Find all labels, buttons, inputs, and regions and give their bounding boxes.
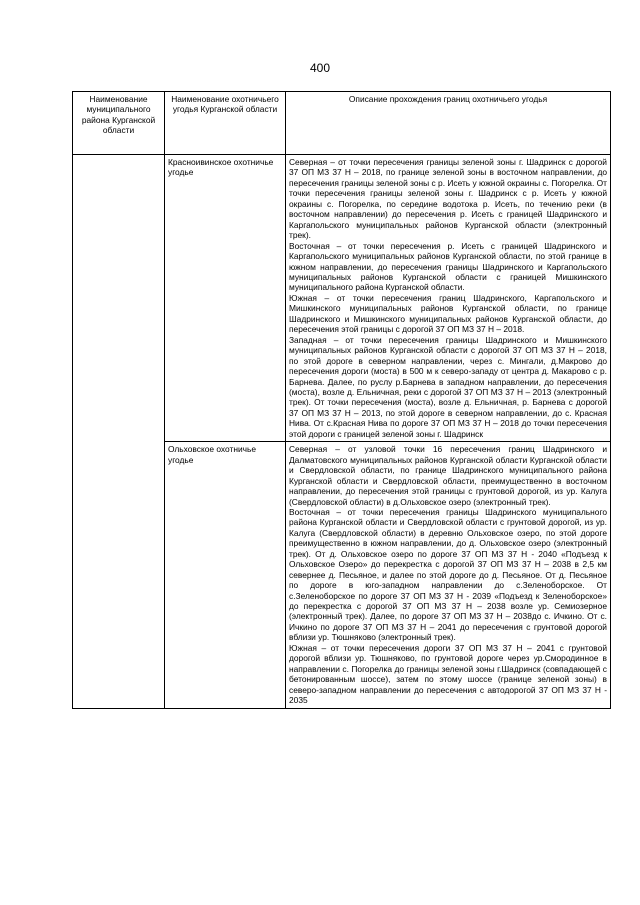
hunting-grounds-table [72, 91, 611, 709]
boundary-south: Южная – от точки пересечения границ Шадринского, Каргапольского и Мишкинского муниципальных районов Курганской области, по границе Шадринского и Мишкинского муниципальных районов Курганской области, до пересечения этой границы с дорогой 37 ОП МЗ 37 Н – 2018. [289, 292, 607, 335]
boundary-description [286, 442, 611, 708]
boundary-east: Восточная – от точки пересечения р. Исеть с границей Шадринского и Каргапольского муниципальных районов Курганской области, по этой границе в южном направлении, до пересечения границы Шадринского и Каргапольского муниципальных районов Курганской области с границей Мишкинского муниципального района Курганской области. [289, 240, 607, 293]
table-row [73, 155, 611, 442]
table-header-row [73, 92, 611, 155]
boundary-south: Южная – от точки пересечения дороги 37 ОП МЗ 37 Н – 2041 с грунтовой дорогой вблизи ур. Тюшняково, по грунтовой дороге через ур.Смородинное в направлении с. Погорелка до границы зеленой зоны г.Шадринск (совпадающей с бетонированным шоссе), затем по этому шоссе (границе зеленой зоны) в северо-западном направлении до пересечения с автодорогой 37 ОП МЗ 37 Н - 2035 [289, 642, 607, 706]
boundary-west: Западная – от точки пересечения границы Шадринского и Мишкинского муниципальных районов Курганской области с дорогой 37 ОП МЗ 37 Н – 2018, по этой дороге в северном направлении, через с. Мингали, д.Макрово до пересечения дороги (моста) в 500 м к северо-западу от центра д. Макарово с р. Барнева. Далее, по руслу р.Барнева в западном направлении, до пересечения (моста), возле д. Ельничная, реки с дорогой 37 ОП МЗ 37 Н – 2013 (электронный трек). От точки пересечения (моста), возле д. Ельничная, р. Барнева с дорогой 37 ОП МЗ 37 Н – 2013, по этой дороге в северном направлении, до с. Красная Нива. От с.Красная Нива по дороге 37 ОП МЗ 37 Н – 2018 до точки пересечения этой дороги с границей зеленой зоны г. Шадринск [289, 334, 607, 439]
boundary-north: Северная – от узловой точки 16 пересечения границ Шадринского и Далматовского муниципальных районов Курганской области Курганской области и Свердловской области, по границе Шадринского муниципального района Курганской области и Свердловской области, преимущественно в восточном направлении, до пересечения этой границы с грунтовой дорогой, из ур. Калуга (Свердловской области) в д.Ольховское озеро (электронный трек). [289, 444, 607, 507]
hunting-ground-name: Ольховское охотничье угодье [165, 442, 286, 708]
boundary-north: Северная – от точки пересечения границы зеленой зоны г. Шадринск с дорогой 37 ОП МЗ 37 Н – 2018, по границе зеленой зоны в восточном направлении, до пересечения границы зеленой зоны с р. Исеть у южной окраины с. Погорелка. От точки пересечения границы зеленой зоны г. Шадринск с р. Исеть у южной окраины с. Погорелка, по середине водотока р. Исеть, по течению реки (в восточном направлении) до пересечения р. Исеть с границей Шадринского и Каргапольского муниципальных районов Курганской области (электронный трек). [289, 157, 607, 241]
hunting-ground-name: Красноивинское охотничье угодье [165, 155, 286, 442]
header-boundary-description: Описание прохождения границ охотничьего угодья [286, 92, 611, 155]
header-hunting-ground: Наименование охотничьего угодья Курганской области [165, 92, 286, 155]
boundary-description [286, 155, 611, 442]
header-district: Наименование муниципального района Курганской области [73, 92, 165, 155]
boundary-east: Восточная – от точки пересечения границы Шадринского муниципального района Курганской области и Свердловской области с грунтовой дорогой, из ур. Калуга (Свердловской области) в деревню Ольховское озеро, по этой дороге преимущественно в южном направлении, до д. Ольховское озеро (электронный трек). От д. Ольховское озеро по дороге 37 ОП МЗ 37 Н - 2040 «Подъезд к Ольховское Озеро» до перекрестка с дорогой 37 ОП МЗ 37 Н – 2038 в 2,5 км севернее д. Песьяное, и далее по этой дороге до д. Песьяное. От д. Песьяное по дороге в юго-западном направлении до с.Зеленоборское. От с.Зеленоборское по дороге 37 ОП МЗ 37 Н - 2039 «Подъезд к Зеленоборское» до перекрестка с дорогой 37 ОП МЗ 37 Н – 2038 возле ур. Семиозерное (электронный трек). Далее, по дороге 37 ОП МЗ 37 Н – 2038до с. Ичкино. От с. Ичкино по дороге 37 ОП МЗ 37 Н – 2041 до пересечения с грунтовой дорогой вблизи ур. Тюшняково (электронный трек). [289, 506, 607, 643]
page-number: 400 [309, 61, 331, 75]
district-cell [73, 155, 165, 709]
